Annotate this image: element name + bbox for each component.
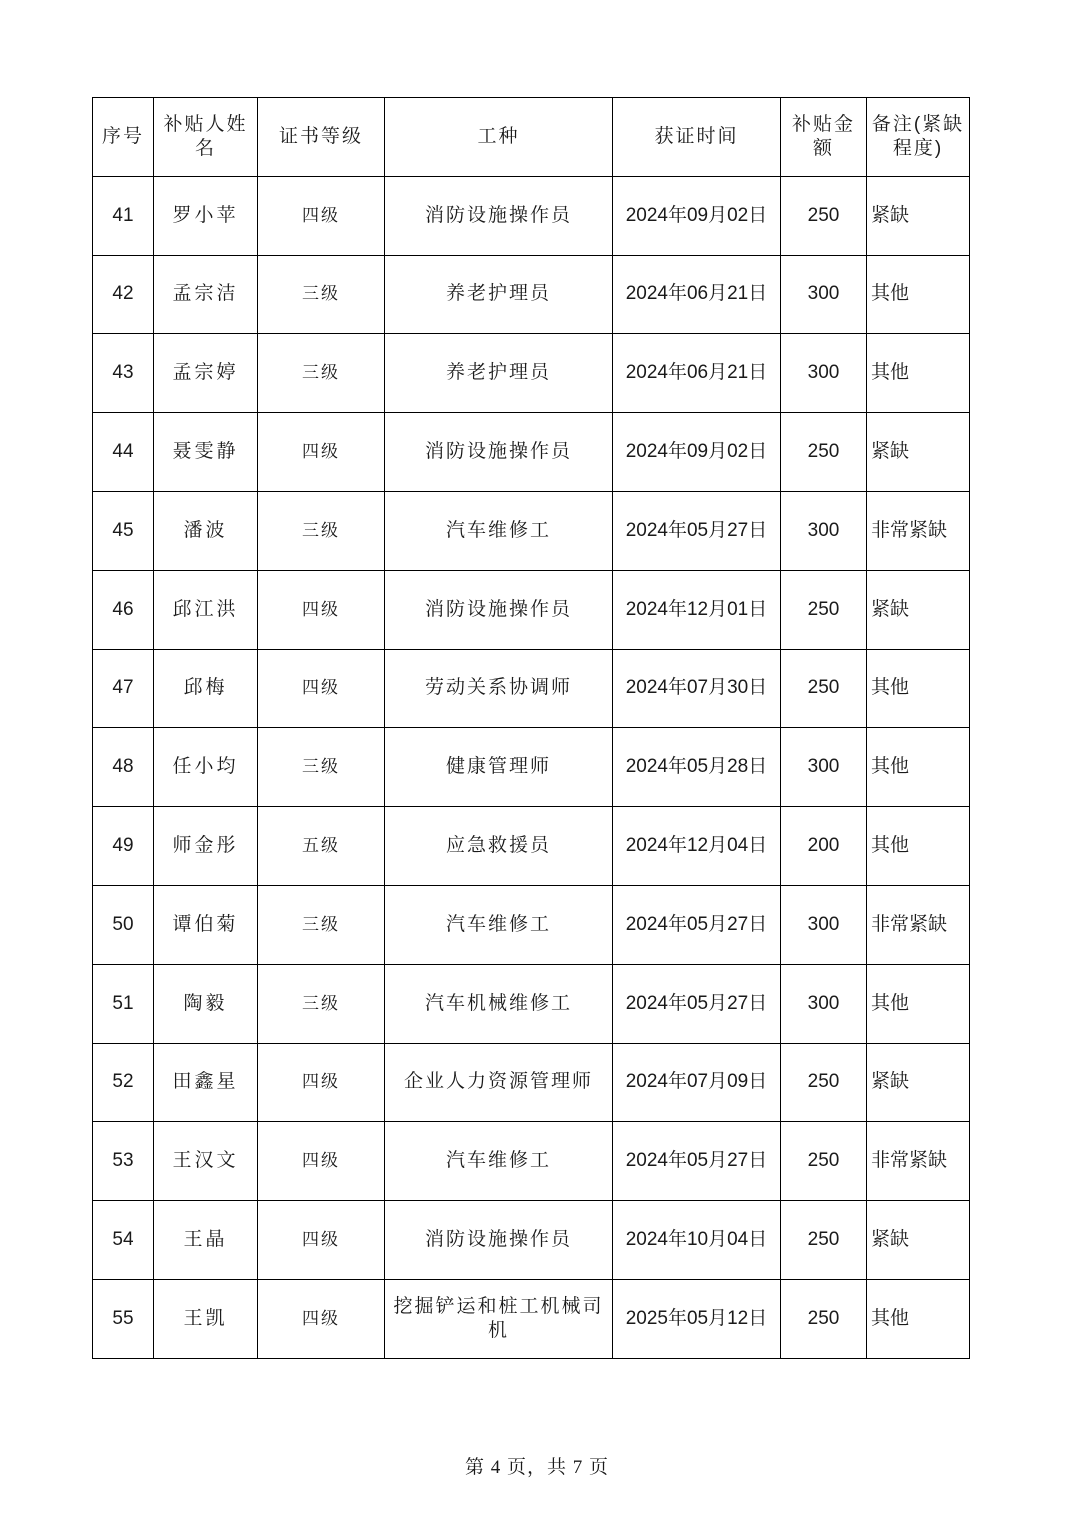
- table-row: [93, 885, 970, 964]
- cell-amount: 300: [781, 255, 867, 334]
- cell-seq: 41: [93, 176, 154, 255]
- cell-remark: 其他: [867, 334, 970, 413]
- cell-remark: 其他: [867, 255, 970, 334]
- cell-level: 三级: [258, 491, 385, 570]
- cell-trade: 企业人力资源管理师: [385, 1043, 613, 1122]
- cell-date: 2024年10月04日: [613, 1201, 781, 1280]
- cell-trade: 汽车机械维修工: [385, 964, 613, 1043]
- cell-date: 2024年09月02日: [613, 413, 781, 492]
- cell-seq: 45: [93, 491, 154, 570]
- cell-seq: 54: [93, 1201, 154, 1280]
- cell-amount: 250: [781, 1043, 867, 1122]
- cell-date: 2025年05月12日: [613, 1279, 781, 1358]
- cell-remark: 非常紧缺: [867, 885, 970, 964]
- cell-name: 谭伯菊: [154, 885, 258, 964]
- cell-amount: 300: [781, 964, 867, 1043]
- table-body: [93, 176, 970, 1358]
- table-row: [93, 964, 970, 1043]
- cell-level: 四级: [258, 1122, 385, 1201]
- cell-amount: 250: [781, 413, 867, 492]
- cell-seq: 46: [93, 570, 154, 649]
- cell-trade: 消防设施操作员: [385, 413, 613, 492]
- table-row: [93, 255, 970, 334]
- cell-date: 2024年06月21日: [613, 255, 781, 334]
- table-row: [93, 649, 970, 728]
- cell-name: 邱梅: [154, 649, 258, 728]
- cell-trade: 应急救援员: [385, 807, 613, 886]
- cell-date: 2024年05月28日: [613, 728, 781, 807]
- cell-seq: 48: [93, 728, 154, 807]
- cell-level: 四级: [258, 649, 385, 728]
- cell-amount: 250: [781, 570, 867, 649]
- cell-level: 四级: [258, 1043, 385, 1122]
- cell-remark: 其他: [867, 728, 970, 807]
- cell-date: 2024年07月30日: [613, 649, 781, 728]
- table-row: [93, 570, 970, 649]
- cell-trade: 汽车维修工: [385, 885, 613, 964]
- cell-name: 孟宗婷: [154, 334, 258, 413]
- cell-seq: 52: [93, 1043, 154, 1122]
- cell-amount: 250: [781, 1201, 867, 1280]
- cell-trade: 消防设施操作员: [385, 1201, 613, 1280]
- cell-level: 三级: [258, 885, 385, 964]
- cell-remark: 紧缺: [867, 1201, 970, 1280]
- cell-amount: 300: [781, 491, 867, 570]
- cell-amount: 200: [781, 807, 867, 886]
- cell-trade: 挖掘铲运和桩工机械司机: [385, 1279, 613, 1358]
- cell-level: 三级: [258, 255, 385, 334]
- table-row: [93, 491, 970, 570]
- cell-remark: 非常紧缺: [867, 1122, 970, 1201]
- cell-remark: 非常紧缺: [867, 491, 970, 570]
- cell-date: 2024年05月27日: [613, 491, 781, 570]
- cell-name: 师金彤: [154, 807, 258, 886]
- cell-amount: 300: [781, 728, 867, 807]
- cell-seq: 42: [93, 255, 154, 334]
- cell-date: 2024年05月27日: [613, 964, 781, 1043]
- table-header: [93, 98, 970, 177]
- cell-remark: 紧缺: [867, 1043, 970, 1122]
- cell-amount: 250: [781, 1122, 867, 1201]
- cell-trade: 消防设施操作员: [385, 176, 613, 255]
- cell-level: 三级: [258, 728, 385, 807]
- cell-date: 2024年05月27日: [613, 1122, 781, 1201]
- cell-level: 四级: [258, 1279, 385, 1358]
- table-row: [93, 413, 970, 492]
- cell-trade: 汽车维修工: [385, 491, 613, 570]
- cell-amount: 250: [781, 1279, 867, 1358]
- cell-level: 三级: [258, 334, 385, 413]
- cell-seq: 50: [93, 885, 154, 964]
- cell-date: 2024年05月27日: [613, 885, 781, 964]
- cell-name: 孟宗洁: [154, 255, 258, 334]
- table-row: [93, 1201, 970, 1280]
- cell-seq: 53: [93, 1122, 154, 1201]
- cell-remark: 紧缺: [867, 570, 970, 649]
- cell-remark: 紧缺: [867, 413, 970, 492]
- cell-name: 王凯: [154, 1279, 258, 1358]
- cell-date: 2024年06月21日: [613, 334, 781, 413]
- table-row: [93, 1043, 970, 1122]
- cell-date: 2024年12月04日: [613, 807, 781, 886]
- cell-seq: 51: [93, 964, 154, 1043]
- cell-name: 王汉文: [154, 1122, 258, 1201]
- cell-remark: 其他: [867, 807, 970, 886]
- cell-amount: 300: [781, 334, 867, 413]
- table-row: [93, 334, 970, 413]
- cell-level: 三级: [258, 964, 385, 1043]
- header-cell-seq: 序号: [93, 98, 154, 177]
- cell-level: 四级: [258, 176, 385, 255]
- header-cell-remark: 备注(紧缺程度): [867, 98, 970, 177]
- cell-seq: 47: [93, 649, 154, 728]
- cell-seq: 44: [93, 413, 154, 492]
- cell-trade: 健康管理师: [385, 728, 613, 807]
- table-row: [93, 1279, 970, 1358]
- cell-name: 田鑫星: [154, 1043, 258, 1122]
- cell-seq: 55: [93, 1279, 154, 1358]
- page-indicator: 第 4 页，共 7 页: [464, 1457, 609, 1478]
- cell-remark: 紧缺: [867, 176, 970, 255]
- cell-level: 四级: [258, 570, 385, 649]
- subsidy-table: [92, 97, 970, 1359]
- table-row: [93, 176, 970, 255]
- cell-remark: 其他: [867, 1279, 970, 1358]
- cell-amount: 300: [781, 885, 867, 964]
- cell-level: 四级: [258, 1201, 385, 1280]
- cell-trade: 养老护理员: [385, 334, 613, 413]
- cell-trade: 汽车维修工: [385, 1122, 613, 1201]
- cell-amount: 250: [781, 649, 867, 728]
- header-cell-name: 补贴人姓名: [154, 98, 258, 177]
- header-cell-date: 获证时间: [613, 98, 781, 177]
- cell-name: 王晶: [154, 1201, 258, 1280]
- table-row: [93, 807, 970, 886]
- cell-seq: 49: [93, 807, 154, 886]
- cell-date: 2024年12月01日: [613, 570, 781, 649]
- cell-amount: 250: [781, 176, 867, 255]
- header-cell-trade: 工种: [385, 98, 613, 177]
- header-cell-amount: 补贴金额: [781, 98, 867, 177]
- cell-seq: 43: [93, 334, 154, 413]
- cell-trade: 劳动关系协调师: [385, 649, 613, 728]
- header-cell-level: 证书等级: [258, 98, 385, 177]
- cell-trade: 养老护理员: [385, 255, 613, 334]
- header-row: [93, 98, 970, 177]
- cell-level: 五级: [258, 807, 385, 886]
- cell-name: 潘波: [154, 491, 258, 570]
- cell-name: 聂雯静: [154, 413, 258, 492]
- cell-remark: 其他: [867, 649, 970, 728]
- cell-date: 2024年09月02日: [613, 176, 781, 255]
- table-row: [93, 728, 970, 807]
- cell-level: 四级: [258, 413, 385, 492]
- cell-name: 任小均: [154, 728, 258, 807]
- cell-name: 陶毅: [154, 964, 258, 1043]
- cell-trade: 消防设施操作员: [385, 570, 613, 649]
- table-row: [93, 1122, 970, 1201]
- cell-name: 罗小苹: [154, 176, 258, 255]
- cell-remark: 其他: [867, 964, 970, 1043]
- cell-date: 2024年07月09日: [613, 1043, 781, 1122]
- cell-name: 邱江洪: [154, 570, 258, 649]
